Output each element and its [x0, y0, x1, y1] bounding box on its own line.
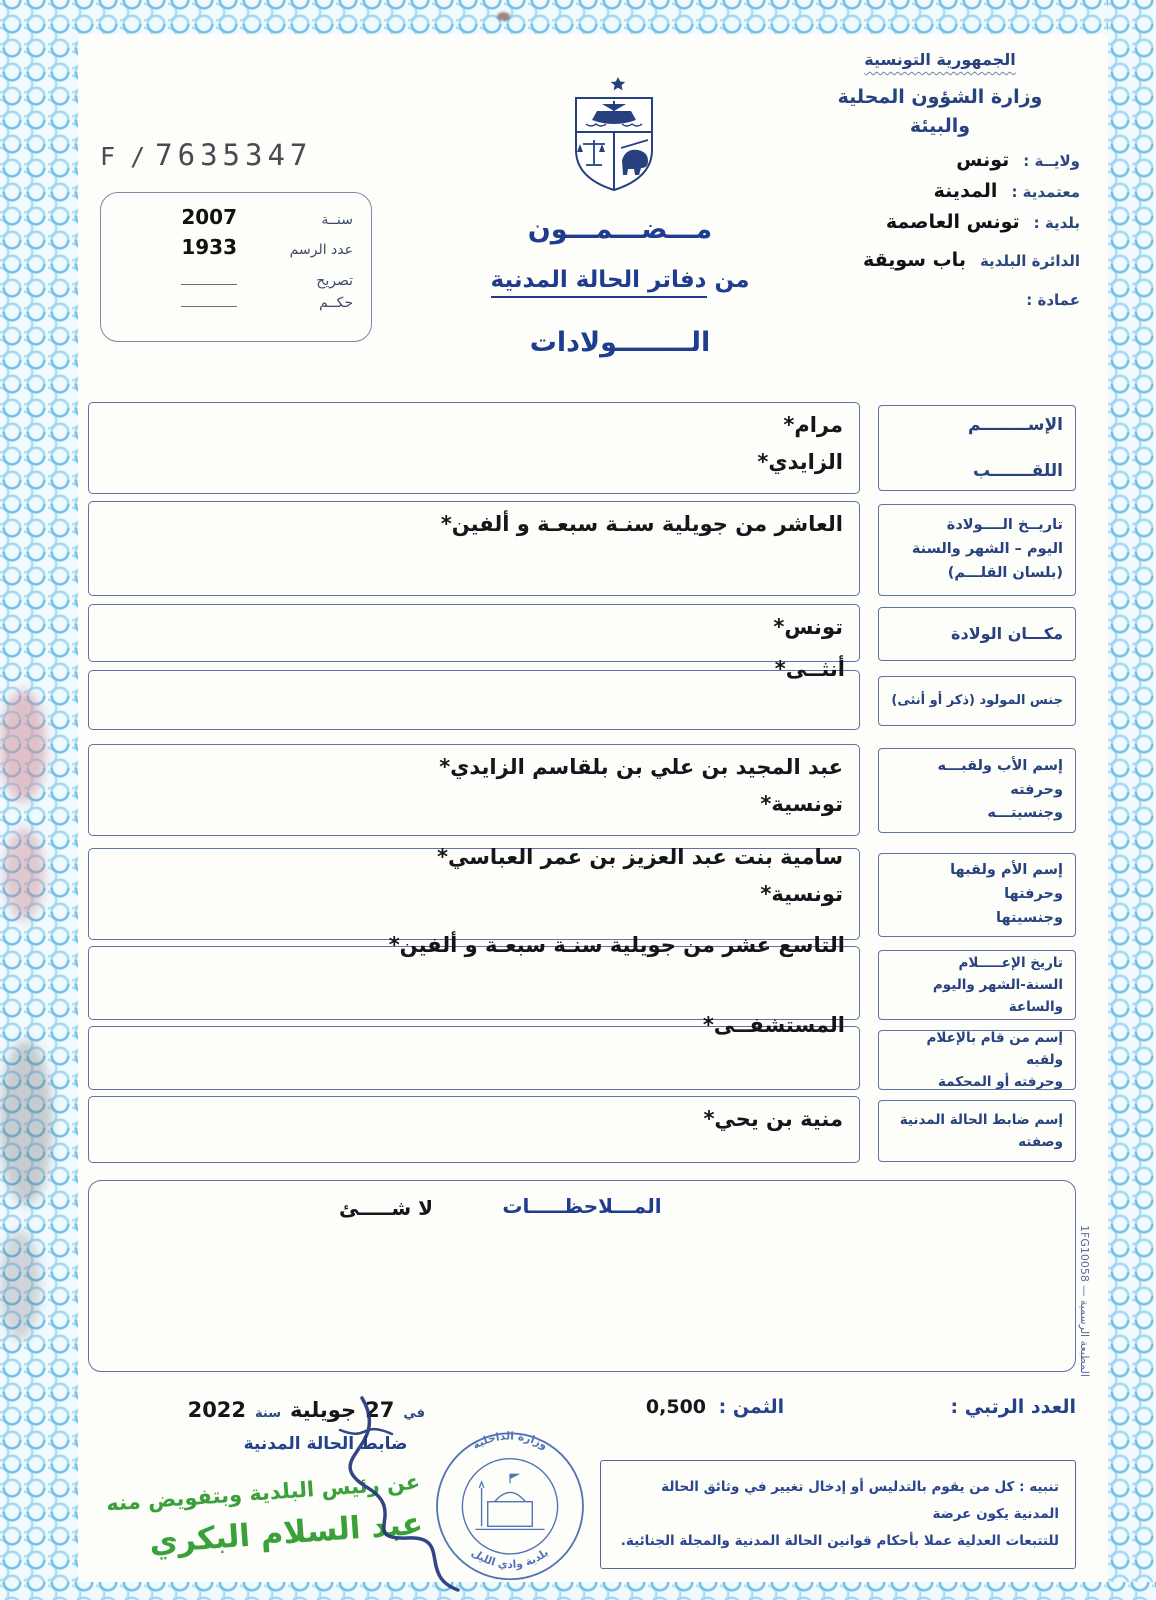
- registrar-label-1: إسم ضابط الحالة المدنية: [899, 1111, 1063, 1128]
- notes-box: [88, 1180, 1076, 1372]
- registrar-value-box: [88, 1096, 860, 1163]
- birth-place-label: مكـــان الولادة: [951, 623, 1063, 643]
- title-registers-main: دفاتر الحالة المدنية: [491, 267, 707, 298]
- signer-name: عبد السلام البكري: [148, 1505, 425, 1561]
- registry-judgment-row: [119, 295, 353, 311]
- registry-judgment-label: حكــم: [319, 295, 353, 311]
- notifier-value: المستشفــى*: [702, 1013, 845, 1037]
- birth-place-value: تونس*: [773, 615, 843, 639]
- father-value-box: [88, 744, 860, 836]
- field-omda: [800, 291, 1080, 309]
- district-value: باب سويقة: [863, 249, 966, 271]
- sex-value: أنثــى*: [774, 657, 845, 681]
- sex-value-box: [88, 657, 860, 730]
- title-registers: [400, 267, 840, 293]
- mother-nationality-value: تونسية*: [760, 881, 843, 906]
- mother-label-box: [878, 853, 1076, 937]
- stamp-top-text: وزارة الداخلية: [470, 1429, 550, 1452]
- baladiya-label: بلدية :: [1033, 214, 1080, 232]
- ministry-line1: وزارة الشؤون المحلية: [837, 86, 1043, 108]
- field-baladiya: [800, 211, 1080, 233]
- district-label: الدائرة البلدية: [979, 252, 1080, 270]
- notice-date-value: التاسع عشر من جويلية سنـة سبعـة و ألفين*: [388, 933, 845, 957]
- printing-press-note: المطبعة الرسمية — 1FG10058: [1078, 1225, 1091, 1377]
- registrar-label-2: وصفته: [1018, 1134, 1063, 1150]
- stamp-bottom-text: بلدية وادي الليل: [469, 1545, 551, 1572]
- registry-record-label: عدد الرسم: [289, 242, 353, 258]
- title-madhmoun: مـــضـــمـــون: [527, 214, 713, 245]
- baladiya-value: تونس العاصمة: [885, 211, 1020, 233]
- surname-value: الزايدي*: [757, 449, 843, 474]
- scan-smudge: [4, 828, 44, 920]
- surname-label: اللقـــــــب: [972, 460, 1063, 481]
- scan-speck: [497, 12, 510, 21]
- price-value: 0,500: [645, 1396, 707, 1418]
- tunisia-coat-of-arms-icon: [562, 68, 666, 194]
- birth-place-value-box: [88, 604, 860, 662]
- registry-reference-box: [100, 192, 372, 342]
- serial-prefix: F /: [100, 142, 146, 171]
- price-label: الثمن :: [718, 1396, 785, 1418]
- notes-value: لا شـــــئ: [339, 1196, 434, 1220]
- notifier-label-box: [878, 1030, 1076, 1090]
- registry-year-value: 2007: [181, 205, 237, 229]
- name-label: الإســــــــم: [967, 415, 1063, 435]
- registry-year-row: [119, 205, 353, 229]
- birth-date-label-1: تاريــخ الــــولادة: [946, 517, 1063, 534]
- blank-line: [181, 273, 237, 285]
- sex-label-box: [878, 676, 1076, 726]
- registry-year-label: سنــة: [321, 212, 353, 228]
- scan-smudge: [0, 1230, 40, 1340]
- serial-number: [100, 138, 312, 172]
- notifier-label-1: إسم من قام بالإعلام ولقبه: [926, 1029, 1063, 1068]
- header-admin-block: [800, 50, 1080, 309]
- registry-declaration-row: [119, 273, 353, 289]
- ministry-title: [800, 83, 1080, 140]
- father-label-1: إسم الأب ولقبـــه وحرفته: [937, 757, 1063, 798]
- omda-label: عمادة :: [1026, 291, 1080, 309]
- birth-date-label-box: [878, 504, 1076, 596]
- registry-record-value: 1933: [181, 235, 237, 259]
- serial-digits: 7635347: [155, 138, 313, 172]
- date-day: 27: [365, 1398, 395, 1422]
- date-year-word: سنة: [255, 1406, 282, 1421]
- date-prefix: في: [403, 1406, 425, 1421]
- notifier-value-box: [88, 1013, 860, 1090]
- mother-name-value: سامية بنت عبد العزيز بن عمر العباسي*: [437, 845, 843, 869]
- notice-date-label-2: السنة-الشهر واليوم والساعة: [932, 976, 1063, 1016]
- birth-date-label-2: اليوم – الشهر والسنة: [911, 541, 1063, 558]
- notice-date-label-1: تاريخ الإعـــــلام: [958, 954, 1063, 971]
- given-name-value: مرام*: [783, 413, 843, 437]
- registrar-label-box: [878, 1100, 1076, 1162]
- warning-line-1: تنبيه : كل من يقوم بالتدليس أو إدخال تغيير في وثائق الحالة المدنية يكون عرضة: [661, 1479, 1059, 1522]
- registry-record-row: [119, 235, 353, 259]
- birth-place-label-box: [878, 607, 1076, 661]
- delegation-line: عن رئيس البلدية وبتفويض منه: [105, 1469, 421, 1516]
- date-month: جويلية: [290, 1398, 357, 1422]
- republic-title: الجمهورية التونسية: [864, 50, 1016, 69]
- title-births: الــــــــولادات: [529, 327, 711, 358]
- notice-date-label-box: [878, 950, 1076, 1020]
- warning-notice-box: [600, 1460, 1076, 1569]
- notifier-label-2: وحرفته أو المحكمة: [937, 1074, 1063, 1091]
- birth-date-value-box: [88, 501, 860, 596]
- scan-smudge: [0, 690, 46, 802]
- mutamadiya-value: المدينة: [933, 180, 998, 202]
- sex-label: جنس المولود (ذكر أو أنثى): [891, 693, 1063, 709]
- field-district: [800, 249, 1080, 271]
- notice-date-value-box: [88, 933, 860, 1020]
- mother-value-box: [88, 845, 860, 940]
- warning-line-2: للتتبعات العدلية عملا بأحكام قوانين الحالة المدنية والمجلة الجنائية.: [620, 1533, 1059, 1549]
- name-label-box: [878, 405, 1076, 491]
- field-wilaya: [800, 149, 1080, 171]
- ministry-line2: والبيئة: [909, 114, 971, 137]
- wilaya-value: تونس: [956, 149, 1010, 171]
- scan-smudge: [0, 1040, 52, 1205]
- ordinal-number-label: العدد الرتبي :: [950, 1396, 1076, 1418]
- registry-declaration-label: تصريح: [316, 273, 353, 289]
- blank-line: [181, 295, 237, 307]
- notes-label: المـــلاحظـــــات: [502, 1194, 662, 1218]
- mutamadiya-label: معتمدية :: [1011, 183, 1080, 201]
- title-registers-pre: من: [714, 267, 750, 293]
- birth-date-value: العاشر من جويلية سنـة سبعـة و ألفين*: [440, 512, 843, 536]
- signature-icon: [300, 1390, 520, 1598]
- birth-date-label-3: (بلسان القلـــم): [947, 564, 1063, 581]
- father-nationality-value: تونسية*: [760, 791, 843, 816]
- mother-label-2: وجنسيتها: [996, 909, 1063, 926]
- father-name-value: عبد المجيد بن علي بن بلقاسم الزايدي*: [439, 755, 843, 779]
- wilaya-label: ولايــة :: [1023, 152, 1080, 170]
- officer-title: ضابط الحالة المدنية: [243, 1434, 408, 1454]
- date-year: 2022: [187, 1398, 247, 1422]
- document-title-block: [400, 214, 840, 358]
- registrar-value: منية بن يحي*: [703, 1107, 843, 1131]
- father-label-2: وجنسيتـــه: [987, 805, 1063, 822]
- father-label-box: [878, 748, 1076, 833]
- name-value-box: [88, 402, 860, 494]
- mother-label-1: إسم الأم ولقبها وحرفتها: [950, 862, 1063, 903]
- field-mutamadiya: [800, 180, 1080, 202]
